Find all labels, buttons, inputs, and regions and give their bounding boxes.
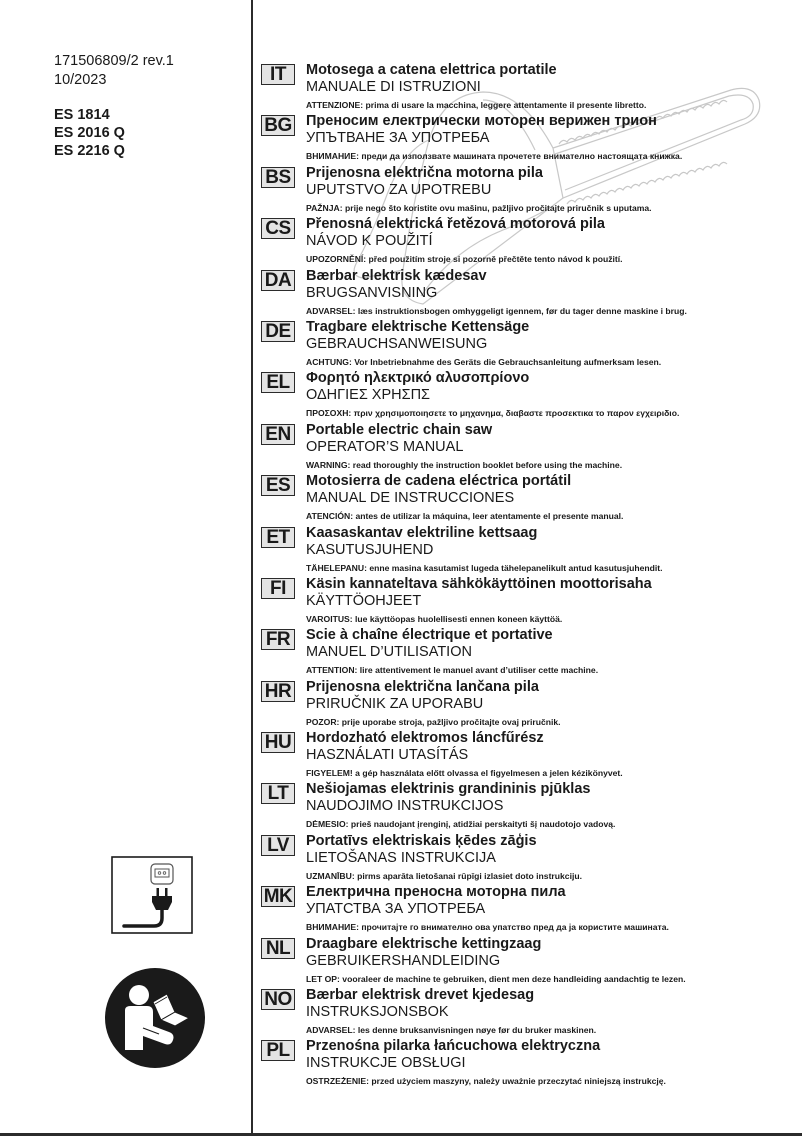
- manual-type: ΟΔΗΓΙΕΣ ΧΡΗΣΠΣ: [306, 387, 431, 404]
- product-title: Hordozható elektromos láncfűrész: [306, 730, 544, 747]
- product-title: Přenosná elektrická řetězová motorová pila: [306, 216, 605, 233]
- language-code-badge: HU: [261, 732, 295, 753]
- manual-type: OPERATOR’S MANUAL: [306, 438, 464, 455]
- language-entry-mk: [261, 884, 791, 935]
- warning-text: TÄHELEPANU: enne masina kasutamist lugeda tähelepanelikult antud kasutusjuhendit.: [306, 562, 663, 573]
- product-title: Bærbar elektrisk kædesav: [306, 267, 487, 284]
- product-title: Nešiojamas elektrinis grandininis pjūklas: [306, 781, 591, 798]
- language-entry-el: [261, 370, 791, 421]
- language-code-badge: EL: [261, 372, 295, 393]
- language-code-badge: BG: [261, 115, 295, 136]
- product-title: Tragbare elektrische Kettensäge: [306, 318, 530, 335]
- document-code: 171506809/2 rev.1: [54, 53, 174, 69]
- language-code-badge: MK: [261, 886, 295, 907]
- warning-text: PAŽNJA: prije nego što koristite ovu mašinu, pažljivo pročitajte priručnik s uputama.: [306, 202, 652, 213]
- product-title: Portable electric chain saw: [306, 421, 493, 438]
- warning-text: ATENCIÓN: antes de utilizar la máquina, leer atentamente el presente manual.: [306, 511, 624, 522]
- language-code-badge: FR: [261, 629, 295, 650]
- language-code-badge: FI: [261, 578, 295, 599]
- manual-type: MANUALE DI ISTRUZIONI: [306, 79, 481, 95]
- warning-text: ACHTUNG: Vor Inbetriebnahme des Geräts die Gebrauchsanleitung aufmerksam lesen.: [306, 356, 662, 367]
- language-entry-nl: [261, 936, 791, 987]
- warning-text: POZOR: prije uporabe stroja, pažljivo pročitajte ovaj priručnik.: [306, 716, 561, 727]
- manual-type: KASUTUSJUHEND: [306, 541, 434, 558]
- manual-type: BRUGSANVISNING: [306, 284, 438, 301]
- warning-text: ВНИМАНИЕ: прочитајте го внимателно ова упатство пред да ја користите машината.: [306, 922, 669, 933]
- product-title: Prijenosna električna motorna pila: [306, 164, 543, 181]
- manual-type: УПАТСТВА ЗА УПОТРЕБА: [306, 901, 486, 918]
- product-title: Kaasaskantav elektriline kettsaag: [306, 524, 538, 541]
- warning-text: FIGYELEM! a gép használata előtt olvassa el figyelmesen a jelen kézikönyvet.: [306, 768, 623, 779]
- manual-type: INSTRUKSJONSBOK: [306, 1004, 449, 1021]
- product-title: Portatīvs elektriskais ķēdes zāģis: [306, 832, 537, 849]
- language-entry-et: [261, 525, 791, 576]
- language-entry-en: [261, 422, 791, 473]
- manual-type: GEBRAUCHSANWEISUNG: [306, 335, 488, 352]
- manual-type: NÁVOD K POUŽITÍ: [306, 233, 433, 250]
- manual-type: UPUTSTVO ZA UPOTREBU: [306, 181, 492, 198]
- language-entry-es: [261, 473, 791, 524]
- language-entry-pl: [261, 1038, 791, 1089]
- language-list: [261, 62, 791, 1090]
- warning-text: OSTRZEŻENIE: przed użyciem maszyny, należy uważnie przeczytać niniejszą instrukcję.: [306, 1076, 666, 1087]
- model-name: ES 2016 Q: [54, 125, 125, 141]
- product-title: Przenośna pilarka łańcuchowa elektryczna: [306, 1038, 601, 1055]
- product-title: Prijenosna električna lančana pila: [306, 678, 539, 695]
- manual-type: PRIRUČNIK ZA UPORABU: [306, 695, 484, 712]
- product-title: Motosierra de cadena eléctrica portátil: [306, 473, 572, 490]
- warning-text: ATTENZIONE: prima di usare la macchina, leggere attentamente il presente libretto.: [306, 100, 647, 110]
- language-entry-bs: [261, 165, 791, 216]
- unplug-before-maintenance-icon: [111, 856, 193, 934]
- warning-text: UZMANĪBU: pirms aparāta lietošanai rūpīgi izlasiet doto instrukciju.: [306, 870, 582, 881]
- product-title: Scie à chaîne électrique et portative: [306, 627, 553, 644]
- language-code-badge: IT: [261, 64, 295, 85]
- model-name: ES 1814: [54, 107, 110, 123]
- language-entry-lt: [261, 781, 791, 832]
- manual-type: MANUEL D’UTILISATION: [306, 644, 472, 661]
- product-title: Електрична преносна моторна пила: [306, 884, 566, 901]
- manual-type: MANUAL DE INSTRUCCIONES: [306, 490, 515, 507]
- warning-text: LET OP: vooraleer de machine te gebruiken, dient men deze handleiding aandachtig te lezen.: [306, 973, 686, 984]
- warning-text: ADVARSEL: læs instruktionsbogen omhyggeligt igennem, før du tager denne maskine i brug.: [306, 305, 687, 316]
- language-entry-it: [261, 62, 791, 113]
- warning-text: VAROITUS: lue käyttöopas huolellisesti ennen koneen käyttöä.: [306, 613, 563, 624]
- model-name: ES 2216 Q: [54, 143, 125, 159]
- language-entry-fi: [261, 576, 791, 627]
- warning-text: WARNING: read thoroughly the instruction booklet before using the machine.: [306, 459, 623, 470]
- manual-type: HASZNÁLATI UTASÍTÁS: [306, 747, 469, 764]
- language-code-badge: EN: [261, 424, 295, 445]
- product-title: Φορητό ηλεκτρικό αλυσοπρίονο: [306, 370, 530, 387]
- product-title: Draagbare elektrische kettingzaag: [306, 935, 542, 952]
- document-info: [54, 52, 174, 90]
- warning-text: ATTENTION: lire attentivement le manuel avant d’utiliser cette machine.: [306, 665, 599, 676]
- language-entry-lv: [261, 833, 791, 884]
- language-entry-no: [261, 987, 791, 1038]
- language-code-badge: DE: [261, 321, 295, 342]
- language-code-badge: BS: [261, 167, 295, 188]
- language-entry-de: [261, 319, 791, 370]
- language-entry-da: [261, 268, 791, 319]
- language-code-badge: CS: [261, 218, 295, 239]
- product-title: Bærbar elektrisk drevet kjedesag: [306, 987, 535, 1004]
- language-entry-hr: [261, 679, 791, 730]
- product-title: Motosega a catena elettrica portatile: [306, 62, 557, 78]
- language-code-badge: NO: [261, 989, 295, 1010]
- warning-text: ВНИМАНИЕ: преди да използвате машината прочетете внимателно настоящата книжка.: [306, 151, 683, 162]
- warning-text: DĖMESIO: prieš naudojant įrenginį, atidžiai perskaityti šį naudotojo vadovą.: [306, 819, 616, 830]
- document-date: 10/2023: [54, 72, 107, 88]
- language-code-badge: HR: [261, 681, 295, 702]
- manual-type: УПЪТВАНЕ ЗА УПОТРЕБА: [306, 130, 490, 147]
- language-code-badge: ES: [261, 475, 295, 496]
- manual-type: KÄYTTÖOHJEET: [306, 592, 422, 609]
- manual-type: LIETOŠANAS INSTRUKCIJA: [306, 849, 496, 866]
- product-title: Преносим електрически моторен верижен трион: [306, 113, 657, 130]
- read-manual-icon: [103, 966, 207, 1070]
- warning-text: ADVARSEL: les denne bruksanvisningen nøye før du bruker maskinen.: [306, 1025, 597, 1036]
- language-code-badge: PL: [261, 1040, 295, 1061]
- language-entry-hu: [261, 730, 791, 781]
- language-code-badge: ET: [261, 527, 295, 548]
- language-code-badge: LV: [261, 835, 295, 856]
- manual-type: NAUDOJIMO INSTRUKCIJOS: [306, 798, 504, 815]
- vertical-divider: [251, 0, 253, 1136]
- language-code-badge: LT: [261, 783, 295, 804]
- product-title: Käsin kannateltava sähkökäyttöinen moottorisaha: [306, 575, 652, 592]
- manual-type: GEBRUIKERSHANDLEIDING: [306, 952, 501, 969]
- language-entry-fr: [261, 627, 791, 678]
- language-code-badge: NL: [261, 938, 295, 959]
- language-entry-cs: [261, 216, 791, 267]
- warning-text: UPOZORNĚNÍ: před použitím stroje si pozorně přečtěte tento návod k použití.: [306, 254, 623, 265]
- model-list: [54, 106, 125, 160]
- manual-type: INSTRUKCJE OBSŁUGI: [306, 1055, 466, 1072]
- language-entry-bg: [261, 113, 791, 164]
- warning-text: ΠΡΟΣΟΧΗ: πριν χρησιμοποιησετε το μηχανημα, διαβαστε προσεκτικα το παρον εγχειριδιο.: [306, 408, 680, 419]
- language-code-badge: DA: [261, 270, 295, 291]
